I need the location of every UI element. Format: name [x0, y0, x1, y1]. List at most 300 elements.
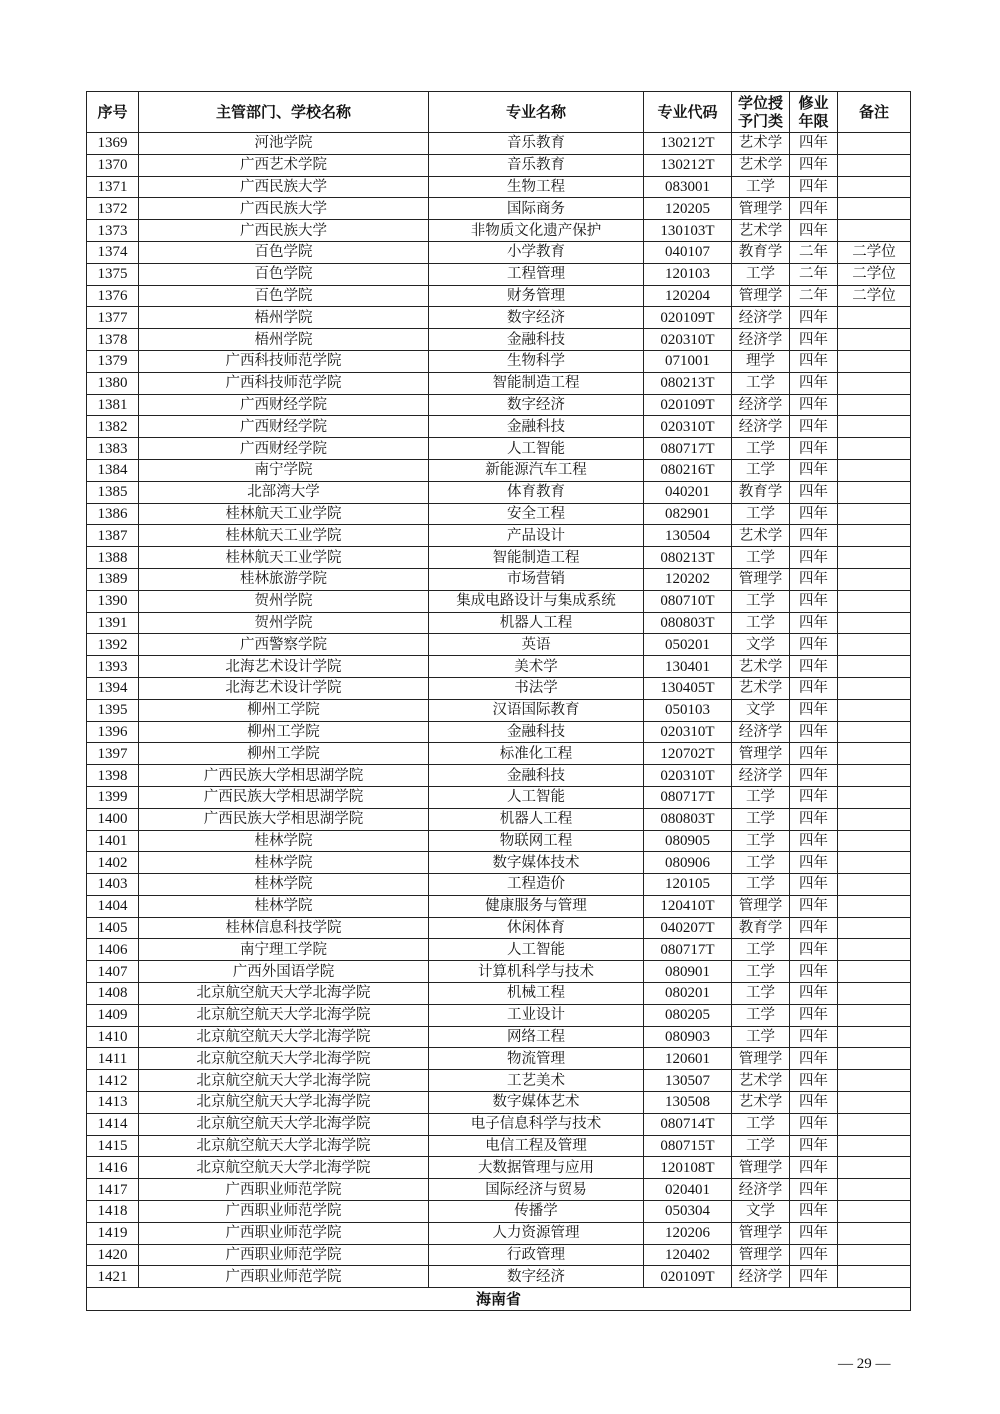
note-cell	[838, 961, 911, 983]
years-cell: 四年	[790, 438, 838, 460]
major-cell: 电子信息科学与技术	[429, 1113, 644, 1135]
degree-cell: 工学	[732, 961, 790, 983]
years-cell: 四年	[790, 1244, 838, 1266]
seq-cell: 1401	[87, 830, 139, 852]
note-cell	[838, 895, 911, 917]
note-cell	[838, 503, 911, 525]
table-row	[87, 721, 911, 743]
seq-cell: 1395	[87, 699, 139, 721]
code-cell: 071001	[644, 350, 732, 372]
degree-cell: 管理学	[732, 568, 790, 590]
seq-cell: 1373	[87, 220, 139, 242]
note-cell	[838, 612, 911, 634]
major-cell: 音乐教育	[429, 133, 644, 155]
school-cell: 广西财经学院	[139, 438, 429, 460]
code-cell: 120206	[644, 1222, 732, 1244]
school-cell: 广西科技师范学院	[139, 372, 429, 394]
years-cell: 四年	[790, 634, 838, 656]
school-cell: 广西民族大学相思湖学院	[139, 786, 429, 808]
seq-cell: 1374	[87, 241, 139, 263]
years-cell: 四年	[790, 176, 838, 198]
major-cell: 市场营销	[429, 568, 644, 590]
note-cell	[838, 786, 911, 808]
table-row	[87, 1266, 911, 1288]
school-cell: 广西外国语学院	[139, 961, 429, 983]
years-cell: 四年	[790, 1157, 838, 1179]
school-cell: 梧州学院	[139, 329, 429, 351]
years-cell: 四年	[790, 394, 838, 416]
degree-cell: 工学	[732, 372, 790, 394]
years-cell: 四年	[790, 808, 838, 830]
code-cell: 080903	[644, 1026, 732, 1048]
degree-cell: 管理学	[732, 1244, 790, 1266]
note-cell	[838, 1070, 911, 1092]
note-cell	[838, 1179, 911, 1201]
degree-cell: 管理学	[732, 895, 790, 917]
degree-cell: 艺术学	[732, 677, 790, 699]
note-cell	[838, 547, 911, 569]
years-cell: 四年	[790, 1026, 838, 1048]
table-row	[87, 1157, 911, 1179]
major-cell: 行政管理	[429, 1244, 644, 1266]
school-cell: 广西财经学院	[139, 416, 429, 438]
seq-cell: 1370	[87, 154, 139, 176]
degree-cell: 文学	[732, 699, 790, 721]
school-cell: 广西职业师范学院	[139, 1222, 429, 1244]
code-cell: 080717T	[644, 786, 732, 808]
code-cell: 020109T	[644, 307, 732, 329]
table-row	[87, 656, 911, 678]
seq-cell: 1400	[87, 808, 139, 830]
table-row	[87, 874, 911, 896]
table-row	[87, 503, 911, 525]
note-cell	[838, 1092, 911, 1114]
table-row	[87, 220, 911, 242]
note-cell	[838, 525, 911, 547]
years-cell: 四年	[790, 1092, 838, 1114]
table-row	[87, 547, 911, 569]
seq-cell: 1418	[87, 1201, 139, 1223]
school-cell: 广西职业师范学院	[139, 1179, 429, 1201]
major-cell: 英语	[429, 634, 644, 656]
major-cell: 小学教育	[429, 241, 644, 263]
seq-cell: 1386	[87, 503, 139, 525]
years-cell: 四年	[790, 329, 838, 351]
school-cell: 桂林航天工业学院	[139, 547, 429, 569]
code-cell: 130401	[644, 656, 732, 678]
seq-cell: 1391	[87, 612, 139, 634]
years-cell: 四年	[790, 917, 838, 939]
years-cell: 四年	[790, 895, 838, 917]
table-row	[87, 329, 911, 351]
degree-cell: 管理学	[732, 1222, 790, 1244]
degree-cell: 艺术学	[732, 154, 790, 176]
note-cell	[838, 743, 911, 765]
seq-cell: 1411	[87, 1048, 139, 1070]
school-cell: 梧州学院	[139, 307, 429, 329]
degree-cell: 管理学	[732, 1048, 790, 1070]
major-cell: 工程造价	[429, 874, 644, 896]
school-cell: 百色学院	[139, 263, 429, 285]
major-cell: 体育教育	[429, 481, 644, 503]
degree-cell: 工学	[732, 830, 790, 852]
years-cell: 四年	[790, 677, 838, 699]
table-row	[87, 1244, 911, 1266]
major-cell: 非物质文化遗产保护	[429, 220, 644, 242]
code-cell: 130212T	[644, 133, 732, 155]
school-cell: 广西民族大学相思湖学院	[139, 808, 429, 830]
seq-cell: 1393	[87, 656, 139, 678]
code-cell: 120702T	[644, 743, 732, 765]
note-cell	[838, 1135, 911, 1157]
degree-cell: 工学	[732, 459, 790, 481]
degree-cell: 管理学	[732, 743, 790, 765]
code-cell: 083001	[644, 176, 732, 198]
note-cell	[838, 1004, 911, 1026]
years-cell: 四年	[790, 568, 838, 590]
header-degree	[732, 92, 790, 133]
table-row	[87, 612, 911, 634]
school-cell: 北京航空航天大学北海学院	[139, 1048, 429, 1070]
seq-cell: 1383	[87, 438, 139, 460]
major-cell: 金融科技	[429, 765, 644, 787]
seq-cell: 1389	[87, 568, 139, 590]
note-cell	[838, 1026, 911, 1048]
years-cell: 四年	[790, 1179, 838, 1201]
table-row	[87, 743, 911, 765]
major-cell: 人工智能	[429, 939, 644, 961]
major-cell: 健康服务与管理	[429, 895, 644, 917]
table-row	[87, 634, 911, 656]
major-cell: 人力资源管理	[429, 1222, 644, 1244]
table-row	[87, 372, 911, 394]
school-cell: 柳州工学院	[139, 743, 429, 765]
province-row	[87, 1288, 911, 1311]
major-cell: 机械工程	[429, 983, 644, 1005]
years-cell: 四年	[790, 743, 838, 765]
school-cell: 柳州工学院	[139, 721, 429, 743]
seq-cell: 1399	[87, 786, 139, 808]
seq-cell: 1397	[87, 743, 139, 765]
note-cell	[838, 198, 911, 220]
degree-cell: 艺术学	[732, 1070, 790, 1092]
code-cell: 080714T	[644, 1113, 732, 1135]
school-cell: 广西警察学院	[139, 634, 429, 656]
code-cell: 080717T	[644, 438, 732, 460]
major-cell: 生物科学	[429, 350, 644, 372]
code-cell: 080803T	[644, 808, 732, 830]
code-cell: 020109T	[644, 1266, 732, 1288]
school-cell: 河池学院	[139, 133, 429, 155]
degree-cell: 艺术学	[732, 1092, 790, 1114]
table-row	[87, 438, 911, 460]
degree-cell: 工学	[732, 852, 790, 874]
note-cell	[838, 917, 911, 939]
seq-cell: 1416	[87, 1157, 139, 1179]
code-cell: 120202	[644, 568, 732, 590]
seq-cell: 1419	[87, 1222, 139, 1244]
degree-cell: 经济学	[732, 307, 790, 329]
years-cell: 四年	[790, 590, 838, 612]
school-cell: 北京航空航天大学北海学院	[139, 983, 429, 1005]
code-cell: 130508	[644, 1092, 732, 1114]
degree-cell: 理学	[732, 350, 790, 372]
note-cell	[838, 1113, 911, 1135]
note-cell	[838, 481, 911, 503]
note-cell	[838, 1222, 911, 1244]
note-cell	[838, 852, 911, 874]
school-cell: 北京航空航天大学北海学院	[139, 1026, 429, 1048]
header-school: 主管部门、学校名称	[139, 92, 429, 133]
code-cell: 080216T	[644, 459, 732, 481]
major-cell: 工程管理	[429, 263, 644, 285]
degree-cell: 工学	[732, 874, 790, 896]
table-row	[87, 481, 911, 503]
major-cell: 电信工程及管理	[429, 1135, 644, 1157]
header-degree-line2: 予门类	[737, 112, 783, 130]
code-cell: 020401	[644, 1179, 732, 1201]
seq-cell: 1421	[87, 1266, 139, 1288]
table-row	[87, 459, 911, 481]
table-row	[87, 1092, 911, 1114]
table-row	[87, 961, 911, 983]
school-cell: 南宁学院	[139, 459, 429, 481]
seq-cell: 1392	[87, 634, 139, 656]
major-cell: 数字经济	[429, 1266, 644, 1288]
table-row	[87, 1113, 911, 1135]
major-cell: 工业设计	[429, 1004, 644, 1026]
seq-cell: 1407	[87, 961, 139, 983]
years-cell: 四年	[790, 220, 838, 242]
code-cell: 120205	[644, 198, 732, 220]
major-cell: 书法学	[429, 677, 644, 699]
code-cell: 080213T	[644, 547, 732, 569]
table-row	[87, 852, 911, 874]
years-cell: 四年	[790, 525, 838, 547]
seq-cell: 1413	[87, 1092, 139, 1114]
code-cell: 120108T	[644, 1157, 732, 1179]
seq-cell: 1412	[87, 1070, 139, 1092]
code-cell: 080905	[644, 830, 732, 852]
note-cell	[838, 874, 911, 896]
note-cell	[838, 656, 911, 678]
years-cell: 四年	[790, 1222, 838, 1244]
code-cell: 040207T	[644, 917, 732, 939]
code-cell: 130103T	[644, 220, 732, 242]
years-cell: 四年	[790, 198, 838, 220]
school-cell: 百色学院	[139, 285, 429, 307]
seq-cell: 1371	[87, 176, 139, 198]
note-cell	[838, 1266, 911, 1288]
code-cell: 020310T	[644, 721, 732, 743]
major-cell: 新能源汽车工程	[429, 459, 644, 481]
code-cell: 120601	[644, 1048, 732, 1070]
degree-cell: 管理学	[732, 198, 790, 220]
table-row	[87, 198, 911, 220]
years-cell: 二年	[790, 263, 838, 285]
degree-cell: 管理学	[732, 1157, 790, 1179]
table-row	[87, 917, 911, 939]
years-cell: 四年	[790, 133, 838, 155]
degree-cell: 经济学	[732, 1266, 790, 1288]
table-row	[87, 394, 911, 416]
degree-cell: 艺术学	[732, 656, 790, 678]
major-cell: 产品设计	[429, 525, 644, 547]
major-cell: 机器人工程	[429, 612, 644, 634]
years-cell: 四年	[790, 1048, 838, 1070]
major-cell: 标准化工程	[429, 743, 644, 765]
note-cell	[838, 721, 911, 743]
note-cell	[838, 416, 911, 438]
table-row	[87, 307, 911, 329]
table-row	[87, 285, 911, 307]
code-cell: 120402	[644, 1244, 732, 1266]
major-cell: 金融科技	[429, 329, 644, 351]
seq-cell: 1409	[87, 1004, 139, 1026]
school-cell: 北京航空航天大学北海学院	[139, 1092, 429, 1114]
note-cell	[838, 220, 911, 242]
seq-cell: 1385	[87, 481, 139, 503]
header-major: 专业名称	[429, 92, 644, 133]
major-cell: 人工智能	[429, 786, 644, 808]
years-cell: 四年	[790, 1113, 838, 1135]
years-cell: 四年	[790, 852, 838, 874]
table-row	[87, 590, 911, 612]
major-cell: 汉语国际教育	[429, 699, 644, 721]
years-cell: 四年	[790, 699, 838, 721]
degree-cell: 经济学	[732, 721, 790, 743]
code-cell: 080205	[644, 1004, 732, 1026]
table-row	[87, 416, 911, 438]
degree-cell: 工学	[732, 1026, 790, 1048]
seq-cell: 1388	[87, 547, 139, 569]
school-cell: 桂林学院	[139, 852, 429, 874]
code-cell: 080906	[644, 852, 732, 874]
note-cell	[838, 154, 911, 176]
code-cell: 020109T	[644, 394, 732, 416]
note-cell	[838, 1048, 911, 1070]
seq-cell: 1379	[87, 350, 139, 372]
seq-cell: 1394	[87, 677, 139, 699]
major-cell: 休闲体育	[429, 917, 644, 939]
seq-cell: 1377	[87, 307, 139, 329]
seq-cell: 1406	[87, 939, 139, 961]
note-cell	[838, 677, 911, 699]
degree-cell: 教育学	[732, 241, 790, 263]
code-cell: 130212T	[644, 154, 732, 176]
seq-cell: 1384	[87, 459, 139, 481]
major-cell: 数字经济	[429, 394, 644, 416]
seq-cell: 1380	[87, 372, 139, 394]
code-cell: 050201	[644, 634, 732, 656]
school-cell: 桂林信息科技学院	[139, 917, 429, 939]
school-cell: 桂林旅游学院	[139, 568, 429, 590]
school-cell: 广西艺术学院	[139, 154, 429, 176]
degree-cell: 经济学	[732, 765, 790, 787]
seq-cell: 1403	[87, 874, 139, 896]
seq-cell: 1369	[87, 133, 139, 155]
table-row	[87, 1222, 911, 1244]
major-cell: 智能制造工程	[429, 372, 644, 394]
seq-cell: 1390	[87, 590, 139, 612]
seq-cell: 1402	[87, 852, 139, 874]
seq-cell: 1415	[87, 1135, 139, 1157]
school-cell: 桂林航天工业学院	[139, 525, 429, 547]
note-cell	[838, 307, 911, 329]
seq-cell: 1372	[87, 198, 139, 220]
code-cell: 040107	[644, 241, 732, 263]
table-row	[87, 176, 911, 198]
years-cell: 四年	[790, 307, 838, 329]
major-cell: 美术学	[429, 656, 644, 678]
major-cell: 网络工程	[429, 1026, 644, 1048]
header-years-line1: 修业	[798, 94, 829, 112]
degree-cell: 文学	[732, 1201, 790, 1223]
major-cell: 金融科技	[429, 416, 644, 438]
note-cell: 二学位	[838, 241, 911, 263]
degree-cell: 工学	[732, 612, 790, 634]
note-cell: 二学位	[838, 263, 911, 285]
code-cell: 040201	[644, 481, 732, 503]
code-cell: 080710T	[644, 590, 732, 612]
code-cell: 130504	[644, 525, 732, 547]
table-row	[87, 241, 911, 263]
major-cell: 计算机科学与技术	[429, 961, 644, 983]
note-cell	[838, 830, 911, 852]
degree-cell: 经济学	[732, 1179, 790, 1201]
years-cell: 四年	[790, 1004, 838, 1026]
degree-cell: 经济学	[732, 329, 790, 351]
school-cell: 广西民族大学	[139, 220, 429, 242]
school-cell: 广西职业师范学院	[139, 1266, 429, 1288]
degree-cell: 工学	[732, 808, 790, 830]
note-cell	[838, 939, 911, 961]
note-cell	[838, 438, 911, 460]
school-cell: 贺州学院	[139, 612, 429, 634]
code-cell: 020310T	[644, 416, 732, 438]
table-row	[87, 1135, 911, 1157]
note-cell	[838, 1157, 911, 1179]
header-degree-line1: 学位授	[737, 94, 783, 112]
major-cell: 数字经济	[429, 307, 644, 329]
seq-cell: 1378	[87, 329, 139, 351]
major-cell: 智能制造工程	[429, 547, 644, 569]
code-cell: 120103	[644, 263, 732, 285]
degree-cell: 管理学	[732, 285, 790, 307]
major-cell: 集成电路设计与集成系统	[429, 590, 644, 612]
seq-cell: 1405	[87, 917, 139, 939]
years-cell: 四年	[790, 350, 838, 372]
note-cell	[838, 699, 911, 721]
school-cell: 百色学院	[139, 241, 429, 263]
major-cell: 金融科技	[429, 721, 644, 743]
table-row	[87, 786, 911, 808]
degree-cell: 文学	[732, 634, 790, 656]
degree-cell: 工学	[732, 983, 790, 1005]
table-row	[87, 1004, 911, 1026]
code-cell: 080803T	[644, 612, 732, 634]
seq-cell: 1404	[87, 895, 139, 917]
years-cell: 四年	[790, 656, 838, 678]
major-cell: 国际经济与贸易	[429, 1179, 644, 1201]
school-cell: 广西职业师范学院	[139, 1244, 429, 1266]
school-cell: 北京航空航天大学北海学院	[139, 1070, 429, 1092]
school-cell: 南宁理工学院	[139, 939, 429, 961]
school-cell: 桂林学院	[139, 830, 429, 852]
school-cell: 广西民族大学	[139, 198, 429, 220]
school-cell: 广西民族大学相思湖学院	[139, 765, 429, 787]
code-cell: 080201	[644, 983, 732, 1005]
